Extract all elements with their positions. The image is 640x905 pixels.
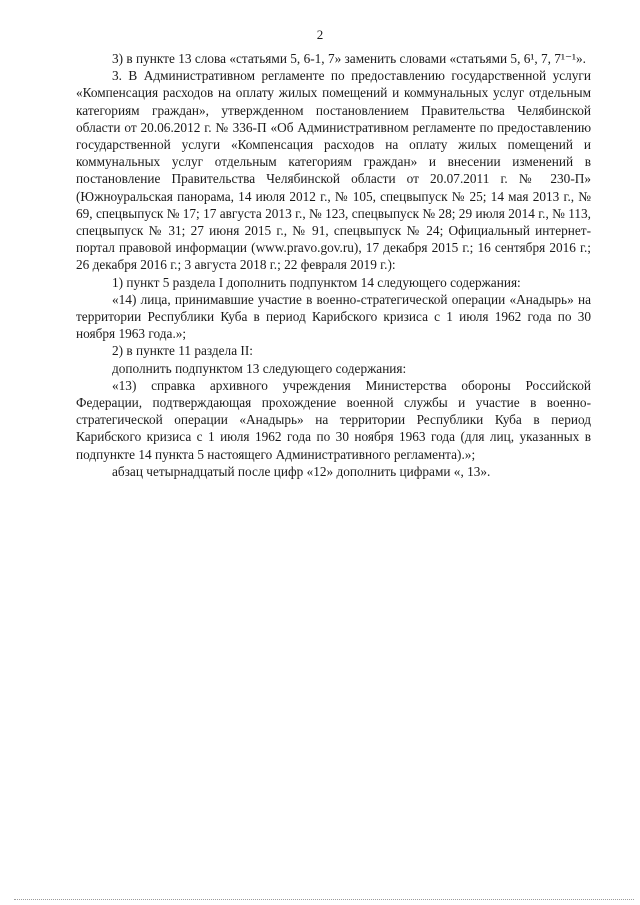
paragraph-subpoint-13-text: «13) справка архивного учреждения Министерства обороны Российской Федерации, подтверждающая прохождение военной службы и участие в военно-стратегической операции «Анадырь» на территории Республики Куба в период Карибского кризиса с 1 июля 1962 года по 30 ноября 1963 года (для лиц, указанных в подпункте 14 пункта 5 настоящего Административного регламента).»; [76, 377, 591, 462]
paragraph-subitem-1: 1) пункт 5 раздела I дополнить подпунктом 14 следующего содержания: [112, 274, 521, 290]
page-number: 2 [316, 27, 324, 42]
paragraph-fourteenth-abzac: абзац четырнадцатый после цифр «12» дополнить цифрами «, 13». [112, 463, 491, 479]
paragraph-section-3-regulation: 3. В Административном регламенте по предоставлению государственной услуги «Компенсация расходов на оплату жилых помещений и коммунальных услуг отдельным категориям граждан», утвержденном постановлением Правительства Челябинской области от 20.06.2012 г. № 336-П «Об Административном регламенте по предоставлению государственной услуги «Компенсация расходов на оплату жилых помещений и коммунальных услуг отдельным категориям граждан» и внесении изменений в постановление Правительства Челябинской области от 20.07.2011 г. № 230-П» (Южноуральская панорама, 14 июля 2012 г., № 105, спецвыпуск № 25; 14 мая 2013 г., № 69, спецвыпуск № 17; 17 августа 2013 г., № 123, спецвыпуск № 28; 29 июля 2014 г., № 113, спецвыпуск № 31; 27 июня 2015 г., № 91, спецвыпуск № 24; Официальный интернет-портал правовой информации (www.pravo.gov.ru), 17 декабря 2015 г.; 16 сентября 2016 г.; 26 декабря 2016 г.; 3 августа 2018 г.; 22 февраля 2019 г.): [76, 68, 591, 273]
paragraph-subitem-2: 2) в пункте 11 раздела II: [112, 343, 253, 359]
paragraph-add-subpoint-13: дополнить подпунктом 13 следующего содержания: [112, 360, 407, 376]
document-body [76, 50, 591, 480]
bottom-divider [14, 899, 634, 900]
paragraph-subpoint-14-text: «14) лица, принимавшие участие в военно-стратегической операции «Анадырь» на территории Республики Куба в период Карибского кризиса с 1 июля 1962 года по 30 ноября 1963 года.»; [76, 291, 591, 342]
paragraph-item-3-point-13: 3) в пункте 13 слова «статьями 5, 6-1, 7» заменить словами «статьями 5, 6¹, 7, 7¹⁻¹». [112, 51, 586, 66]
